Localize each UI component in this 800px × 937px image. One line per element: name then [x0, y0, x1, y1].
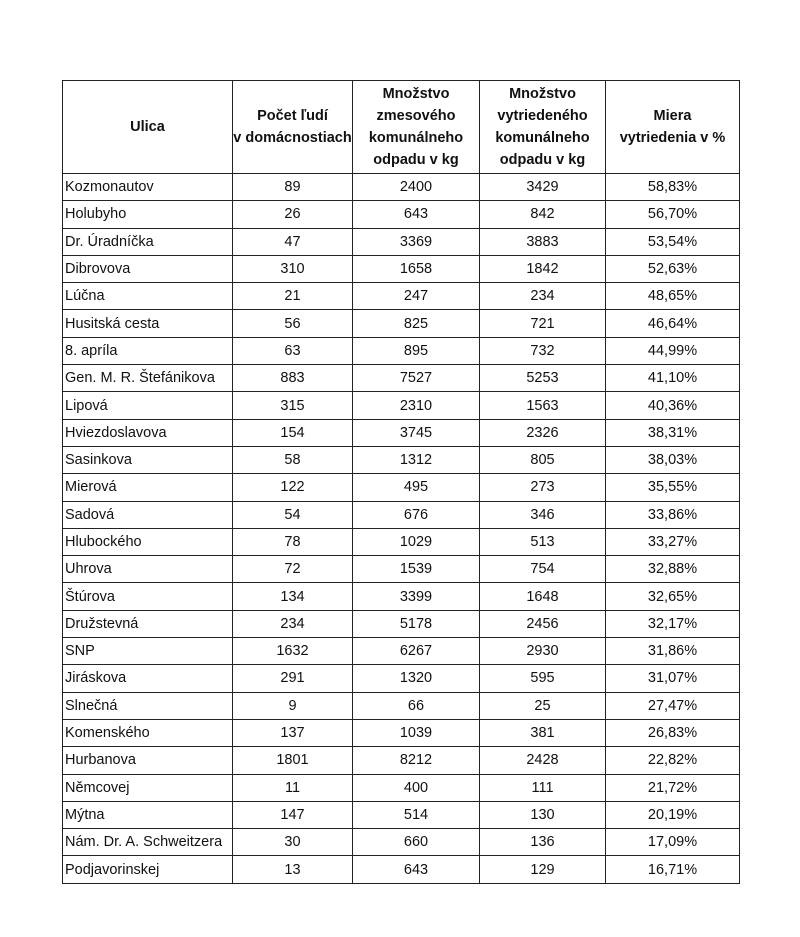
- street-cell: Sasinkova: [63, 446, 233, 473]
- street-cell: Hviezdoslavova: [63, 419, 233, 446]
- people-count-cell: 21: [233, 283, 353, 310]
- sorting-rate-cell: 32,65%: [606, 583, 740, 610]
- sorted-waste-cell: 1842: [480, 255, 606, 282]
- street-cell: SNP: [63, 638, 233, 665]
- header-line: odpadu v kg: [499, 152, 586, 168]
- sorting-rate-cell: 44,99%: [606, 337, 740, 364]
- mixed-waste-cell: 1539: [353, 556, 480, 583]
- sorting-rate-cell: 32,17%: [606, 610, 740, 637]
- sorting-rate-cell: 33,27%: [606, 528, 740, 555]
- table-row: [63, 774, 740, 801]
- people-count-cell: 154: [233, 419, 353, 446]
- waste-sorting-table: [62, 80, 740, 884]
- sorted-waste-cell: 130: [480, 801, 606, 828]
- sorting-rate-cell: 16,71%: [606, 856, 740, 883]
- street-cell: Družstevná: [63, 610, 233, 637]
- sorting-rate-cell: 17,09%: [606, 829, 740, 856]
- table-row: [63, 474, 740, 501]
- sorted-waste-cell: 25: [480, 692, 606, 719]
- table-row: [63, 310, 740, 337]
- street-cell: Štúrova: [63, 583, 233, 610]
- header-line: Množstvo: [382, 86, 450, 102]
- table-header-row: [63, 81, 740, 174]
- mixed-waste-cell: 825: [353, 310, 480, 337]
- sorting-rate-cell: 56,70%: [606, 201, 740, 228]
- table-row: [63, 719, 740, 746]
- street-cell: Mierová: [63, 474, 233, 501]
- street-cell: Lúčna: [63, 283, 233, 310]
- header-sorting-rate: [606, 81, 740, 174]
- sorting-rate-cell: 21,72%: [606, 774, 740, 801]
- sorted-waste-cell: 3883: [480, 228, 606, 255]
- mixed-waste-cell: 7527: [353, 365, 480, 392]
- sorted-waste-cell: 3429: [480, 174, 606, 201]
- people-count-cell: 310: [233, 255, 353, 282]
- sorted-waste-cell: 842: [480, 201, 606, 228]
- street-cell: Mýtna: [63, 801, 233, 828]
- sorting-rate-cell: 35,55%: [606, 474, 740, 501]
- people-count-cell: 63: [233, 337, 353, 364]
- header-line: Počet ľudí: [257, 108, 328, 124]
- mixed-waste-cell: 660: [353, 829, 480, 856]
- people-count-cell: 134: [233, 583, 353, 610]
- sorting-rate-cell: 27,47%: [606, 692, 740, 719]
- table-row: [63, 665, 740, 692]
- table-row: [63, 501, 740, 528]
- header-line: odpadu v kg: [373, 152, 459, 168]
- table-row: [63, 283, 740, 310]
- sorted-waste-cell: 136: [480, 829, 606, 856]
- table-row: [63, 201, 740, 228]
- table-row: [63, 801, 740, 828]
- people-count-cell: 883: [233, 365, 353, 392]
- sorted-waste-cell: 754: [480, 556, 606, 583]
- sorted-waste-cell: 273: [480, 474, 606, 501]
- mixed-waste-cell: 3745: [353, 419, 480, 446]
- people-count-cell: 30: [233, 829, 353, 856]
- header-line: Miera: [653, 108, 692, 124]
- sorting-rate-cell: 58,83%: [606, 174, 740, 201]
- header-line: komunálneho: [495, 130, 590, 146]
- table-row: [63, 337, 740, 364]
- mixed-waste-cell: 3369: [353, 228, 480, 255]
- header-mixed-waste: [353, 81, 480, 174]
- mixed-waste-cell: 2400: [353, 174, 480, 201]
- sorted-waste-cell: 234: [480, 283, 606, 310]
- mixed-waste-cell: 643: [353, 201, 480, 228]
- table-row: [63, 829, 740, 856]
- mixed-waste-cell: 8212: [353, 747, 480, 774]
- mixed-waste-cell: 1658: [353, 255, 480, 282]
- street-cell: 8. apríla: [63, 337, 233, 364]
- sorting-rate-cell: 26,83%: [606, 719, 740, 746]
- table-row: [63, 228, 740, 255]
- street-cell: Slnečná: [63, 692, 233, 719]
- header-sorted-waste: [480, 81, 606, 174]
- sorting-rate-cell: 38,03%: [606, 446, 740, 473]
- sorting-rate-cell: 52,63%: [606, 255, 740, 282]
- mixed-waste-cell: 66: [353, 692, 480, 719]
- table-body: [63, 174, 740, 884]
- mixed-waste-cell: 247: [353, 283, 480, 310]
- sorting-rate-cell: 41,10%: [606, 365, 740, 392]
- header-line: zmesového: [376, 108, 456, 124]
- people-count-cell: 1801: [233, 747, 353, 774]
- sorted-waste-cell: 111: [480, 774, 606, 801]
- sorted-waste-cell: 721: [480, 310, 606, 337]
- table-row: [63, 556, 740, 583]
- sorted-waste-cell: 2428: [480, 747, 606, 774]
- sorted-waste-cell: 595: [480, 665, 606, 692]
- sorted-waste-cell: 2456: [480, 610, 606, 637]
- sorting-rate-cell: 40,36%: [606, 392, 740, 419]
- table-row: [63, 583, 740, 610]
- header-line: Ulica: [130, 119, 165, 135]
- sorting-rate-cell: 20,19%: [606, 801, 740, 828]
- header-street: [63, 81, 233, 174]
- sorted-waste-cell: 2326: [480, 419, 606, 446]
- street-cell: Lipová: [63, 392, 233, 419]
- people-count-cell: 56: [233, 310, 353, 337]
- table-row: [63, 856, 740, 883]
- sorting-rate-cell: 32,88%: [606, 556, 740, 583]
- mixed-waste-cell: 1039: [353, 719, 480, 746]
- street-cell: Nám. Dr. A. Schweitzera: [63, 829, 233, 856]
- mixed-waste-cell: 1029: [353, 528, 480, 555]
- sorted-waste-cell: 2930: [480, 638, 606, 665]
- people-count-cell: 291: [233, 665, 353, 692]
- table-row: [63, 692, 740, 719]
- table-row: [63, 174, 740, 201]
- street-cell: Gen. M. R. Štefánikova: [63, 365, 233, 392]
- street-cell: Kozmonautov: [63, 174, 233, 201]
- sorting-rate-cell: 38,31%: [606, 419, 740, 446]
- table-row: [63, 255, 740, 282]
- people-count-cell: 13: [233, 856, 353, 883]
- sorted-waste-cell: 346: [480, 501, 606, 528]
- street-cell: Jiráskova: [63, 665, 233, 692]
- sorted-waste-cell: 513: [480, 528, 606, 555]
- people-count-cell: 47: [233, 228, 353, 255]
- mixed-waste-cell: 495: [353, 474, 480, 501]
- table-row: [63, 610, 740, 637]
- sorting-rate-cell: 31,86%: [606, 638, 740, 665]
- sorted-waste-cell: 732: [480, 337, 606, 364]
- mixed-waste-cell: 895: [353, 337, 480, 364]
- sorting-rate-cell: 22,82%: [606, 747, 740, 774]
- mixed-waste-cell: 3399: [353, 583, 480, 610]
- sorted-waste-cell: 1563: [480, 392, 606, 419]
- table-row: [63, 419, 740, 446]
- sorted-waste-cell: 5253: [480, 365, 606, 392]
- mixed-waste-cell: 1312: [353, 446, 480, 473]
- sorting-rate-cell: 46,64%: [606, 310, 740, 337]
- header-line: vytriedeného: [497, 108, 588, 124]
- mixed-waste-cell: 514: [353, 801, 480, 828]
- table-row: [63, 365, 740, 392]
- people-count-cell: 315: [233, 392, 353, 419]
- people-count-cell: 122: [233, 474, 353, 501]
- sorting-rate-cell: 31,07%: [606, 665, 740, 692]
- street-cell: Komenského: [63, 719, 233, 746]
- people-count-cell: 26: [233, 201, 353, 228]
- mixed-waste-cell: 1320: [353, 665, 480, 692]
- street-cell: Uhrova: [63, 556, 233, 583]
- mixed-waste-cell: 5178: [353, 610, 480, 637]
- people-count-cell: 11: [233, 774, 353, 801]
- people-count-cell: 1632: [233, 638, 353, 665]
- people-count-cell: 58: [233, 446, 353, 473]
- people-count-cell: 9: [233, 692, 353, 719]
- mixed-waste-cell: 400: [353, 774, 480, 801]
- mixed-waste-cell: 676: [353, 501, 480, 528]
- sorted-waste-cell: 129: [480, 856, 606, 883]
- sorted-waste-cell: 805: [480, 446, 606, 473]
- mixed-waste-cell: 643: [353, 856, 480, 883]
- table-row: [63, 747, 740, 774]
- header-line: vytriedenia v %: [619, 130, 726, 146]
- header-people-count: [233, 81, 353, 174]
- table-row: [63, 528, 740, 555]
- people-count-cell: 89: [233, 174, 353, 201]
- people-count-cell: 72: [233, 556, 353, 583]
- header-line: v domácnostiach: [233, 130, 352, 146]
- street-cell: Podjavorinskej: [63, 856, 233, 883]
- sorted-waste-cell: 1648: [480, 583, 606, 610]
- header-line: komunálneho: [368, 130, 464, 146]
- sorted-waste-cell: 381: [480, 719, 606, 746]
- people-count-cell: 234: [233, 610, 353, 637]
- mixed-waste-cell: 6267: [353, 638, 480, 665]
- mixed-waste-cell: 2310: [353, 392, 480, 419]
- people-count-cell: 54: [233, 501, 353, 528]
- table-row: [63, 638, 740, 665]
- sorting-rate-cell: 33,86%: [606, 501, 740, 528]
- people-count-cell: 147: [233, 801, 353, 828]
- sorting-rate-cell: 48,65%: [606, 283, 740, 310]
- street-cell: Dibrovova: [63, 255, 233, 282]
- street-cell: Holubyho: [63, 201, 233, 228]
- street-cell: Dr. Úradníčka: [63, 228, 233, 255]
- people-count-cell: 137: [233, 719, 353, 746]
- sorting-rate-cell: 53,54%: [606, 228, 740, 255]
- street-cell: Husitská cesta: [63, 310, 233, 337]
- street-cell: Hurbanova: [63, 747, 233, 774]
- street-cell: Hlubockého: [63, 528, 233, 555]
- street-cell: Němcovej: [63, 774, 233, 801]
- table-row: [63, 392, 740, 419]
- street-cell: Sadová: [63, 501, 233, 528]
- header-line: Množstvo: [509, 86, 576, 102]
- people-count-cell: 78: [233, 528, 353, 555]
- table-row: [63, 446, 740, 473]
